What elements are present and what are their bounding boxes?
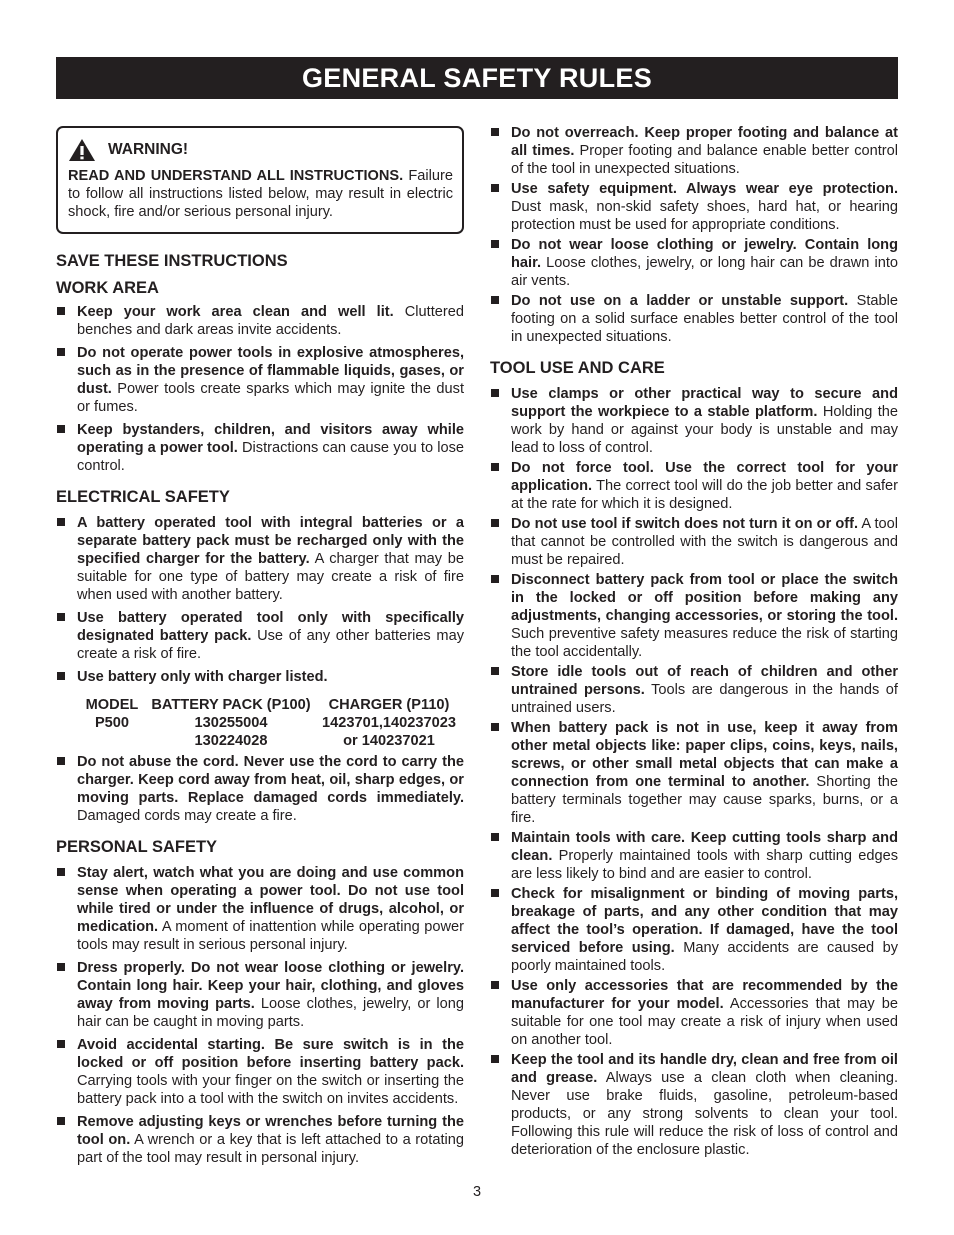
rule-text: Power tools create sparks which may ignite the dust or fumes. <box>77 380 464 415</box>
list-item <box>56 303 464 339</box>
list-item <box>56 344 464 416</box>
rule-bold: Do not wear loose clothing or jewelry. Contain long hair. <box>511 237 898 271</box>
rule-bold: Use only accessories that are recommended by the manufacturer for your model. <box>511 978 898 1012</box>
list-item <box>490 829 898 883</box>
electrical-safety-heading: ELECTRICAL SAFETY <box>56 487 230 506</box>
save-instructions-heading: SAVE THESE INSTRUCTIONS <box>56 251 288 270</box>
list-item <box>490 515 898 569</box>
rule-bold: Do not use tool if switch does not turn it on or off. <box>511 516 859 532</box>
personal-safety-heading: PERSONAL SAFETY <box>56 837 218 856</box>
bullet-icon <box>491 240 499 248</box>
list-item <box>56 668 464 686</box>
bullet-icon <box>491 575 499 583</box>
rule-bold: Do not operate power tools in explosive atmospheres, such as in the presence of flammable liquids, gases, or dust. <box>77 344 464 397</box>
rule-text: Tools are dangerous in the hands of untrained users. <box>511 682 898 716</box>
list-item <box>490 385 898 457</box>
list-item <box>56 753 464 825</box>
bullet-icon <box>491 389 499 397</box>
bullet-icon <box>57 307 65 315</box>
rule-bold: Avoid accidental starting. Be sure switch is in the locked or off position before inserting battery pack. <box>77 1036 464 1071</box>
rule-bold: Disconnect battery pack from tool or place the switch in the locked or off position before making any adjustments, changing accessories, or storing the tool. <box>511 572 898 624</box>
electrical-safety-list <box>56 514 464 686</box>
warning-title: WARNING! <box>108 141 189 158</box>
bullet-icon <box>491 889 499 897</box>
list-item <box>56 421 464 475</box>
bullet-icon <box>491 723 499 731</box>
rule-bold: Use battery operated tool only with specifically designated battery pack. <box>77 609 464 644</box>
bullet-icon <box>491 519 499 527</box>
rule-text: Loose clothes, jewelry, or long hair can be drawn into air vents. <box>511 255 898 289</box>
table-cell: 130224028 <box>194 732 268 749</box>
rule-bold: A battery operated tool with integral batteries or a separate battery pack must be recharged only with the specified charger for the battery. <box>77 514 464 567</box>
bullet-icon <box>57 868 65 876</box>
rule-text: Dust mask, non-skid safety shoes, hard hat, or hearing protection must be used for appropriate conditions. <box>511 199 898 233</box>
list-item <box>490 1051 898 1159</box>
rule-bold: Maintain tools with care. Keep cutting tools sharp and clean. <box>511 830 898 864</box>
rule-bold: Keep bystanders, children, and visitors away while operating a power tool. <box>77 421 464 456</box>
list-item <box>490 719 898 827</box>
warning-triangle-icon <box>68 138 96 162</box>
rule-text: Damaged cords may create a fire. <box>77 807 297 824</box>
list-item <box>490 885 898 975</box>
rule-text: Holding the work by hand or against your body is unstable and may lead to loss of control. <box>511 404 898 456</box>
left-column <box>56 124 464 1169</box>
warning-body: Failure to follow all instructions listed below, may result in electric shock, fire and/or serious personal injury. <box>68 168 453 221</box>
list-item <box>56 864 464 954</box>
rule-bold: Do not force tool. Use the correct tool for your application. <box>511 460 898 494</box>
list-item <box>490 180 898 234</box>
bullet-icon <box>57 672 65 680</box>
battery-charger-table <box>76 696 464 750</box>
rule-text: Stable footing on a solid surface enables better control of the tool in unexpected situations. <box>511 293 899 345</box>
bullet-icon <box>57 757 65 765</box>
page-number: 3 <box>472 1184 482 1200</box>
list-item <box>490 459 898 513</box>
page-title: GENERAL SAFETY RULES <box>301 62 653 93</box>
bullet-icon <box>491 667 499 675</box>
table-header: CHARGER (P110) <box>328 696 450 713</box>
rule-text: Properly maintained tools with sharp cutting edges are less likely to bind and are easier to control. <box>511 848 898 882</box>
rule-bold: Use clamps or other practical way to secure and support the workpiece to a stable platform. <box>511 386 898 420</box>
table-cell: or 140237021 <box>343 732 435 749</box>
rule-text: A charger that may be suitable for one type of battery may create a risk of fire when used with another battery. <box>77 550 464 603</box>
table-cell: 130255004 <box>194 714 268 731</box>
bullet-icon <box>491 981 499 989</box>
bullet-icon <box>491 833 499 841</box>
electrical-safety-list-continued <box>56 753 464 825</box>
rule-bold: Keep the tool and its handle dry, clean and free from oil and grease. <box>511 1052 898 1086</box>
work-area-heading: WORK AREA <box>56 278 159 297</box>
warning-box <box>56 126 464 234</box>
personal-safety-list <box>56 864 464 1167</box>
bullet-icon <box>57 425 65 433</box>
bullet-icon <box>57 613 65 621</box>
bullet-icon <box>57 963 65 971</box>
rule-bold: Dress properly. Do not wear loose clothing or jewelry. Contain long hair. Keep your hair, clothing, and gloves away from moving parts. <box>77 959 464 1012</box>
tool-use-heading: TOOL USE AND CARE <box>490 359 665 377</box>
list-item <box>490 292 898 346</box>
rule-bold: Use safety equipment. Always wear eye protection. <box>511 181 898 197</box>
rule-text: A tool that cannot be controlled with the switch is dangerous and must be repaired. <box>511 516 898 568</box>
list-item <box>56 1036 464 1108</box>
rule-text: Carrying tools with your finger on the switch or inserting the battery pack into a tool with the switch on invites accidents. <box>77 1072 464 1107</box>
rule-text: Loose clothes, jewelry, or long hair can be caught in moving parts. <box>77 995 464 1030</box>
rule-bold: When battery pack is not in use, keep it away from other metal objects like: paper clips, coins, keys, nails, screws, or other small metal objects that can make a connection from one terminal to another. <box>511 720 898 790</box>
table-row <box>76 714 464 732</box>
rule-bold: Do not abuse the cord. Never use the cord to carry the charger. Keep cord away from heat, oil, sharp edges, or moving parts. Replace damaged cords immediately. <box>77 753 464 806</box>
list-item <box>490 236 898 290</box>
rule-text: A wrench or a key that is left attached to a rotating part of the tool may result in personal injury. <box>77 1131 464 1166</box>
right-column <box>490 124 898 1161</box>
bullet-icon <box>57 518 65 526</box>
rule-text: Use of any other batteries may create a risk of fire. <box>77 627 464 662</box>
rule-text: Always use a clean cloth when cleaning. Never use brake fluids, gasoline, petroleum-based products, or any strong solvents to clean your tool. Following this rule will reduce the risk of loss of control and deterioration of the enclosure plastic. <box>511 1070 898 1158</box>
warning-lead: READ AND UNDERSTAND ALL INSTRUCTIONS. <box>68 168 404 184</box>
bullet-icon <box>491 1055 499 1063</box>
rule-bold: Do not overreach. Keep proper footing and balance at all times. <box>511 125 898 159</box>
rule-text: Such preventive safety measures reduce the risk of starting the tool accidentally. <box>511 626 898 660</box>
personal-safety-list-continued <box>490 124 898 346</box>
work-area-list <box>56 303 464 475</box>
list-item <box>490 977 898 1049</box>
warning-text <box>68 167 453 222</box>
rule-text: A moment of inattention while operating power tools may result in serious personal injury. <box>77 918 464 953</box>
rule-text: Accessories that may be suitable for one tool may create a risk of injury when used on another tool. <box>511 996 898 1048</box>
list-item <box>56 609 464 663</box>
table-header-row <box>76 696 464 714</box>
tool-use-list <box>490 385 898 1159</box>
rule-bold: Use battery only with charger listed. <box>77 668 328 685</box>
list-item <box>490 663 898 717</box>
list-item <box>56 959 464 1031</box>
warning-heading <box>68 138 453 162</box>
table-cell: P500 <box>94 714 130 731</box>
bullet-icon <box>491 128 499 136</box>
bullet-icon <box>57 1040 65 1048</box>
bullet-icon <box>491 296 499 304</box>
bullet-icon <box>491 184 499 192</box>
rule-text: Shorting the battery terminals together may cause sparks, burns, or a fire. <box>511 774 898 826</box>
bullet-icon <box>57 348 65 356</box>
list-item <box>56 514 464 604</box>
page-title-bar <box>56 57 898 99</box>
table-row <box>76 732 464 750</box>
rule-text: Cluttered benches and dark areas invite accidents. <box>77 303 464 338</box>
rule-text: Distractions can cause you to lose control. <box>77 439 464 474</box>
list-item <box>490 124 898 178</box>
rule-bold: Do not use on a ladder or unstable support. <box>511 293 849 309</box>
rule-bold: Stay alert, watch what you are doing and use common sense when operating a power tool. Do not use tool while tired or under the influence of drugs, alcohol, or medication. <box>77 864 464 935</box>
bullet-icon <box>491 463 499 471</box>
table-cell: 1423701,140237023 <box>322 714 456 731</box>
rule-bold: Keep your work area clean and well lit. <box>77 303 394 320</box>
rule-text: Proper footing and balance enable better control of the tool in unexpected situations. <box>511 143 898 177</box>
rule-bold: Check for misalignment or binding of moving parts, breakage of parts, and any other condition that may affect the tool’s operation. If damaged, have the tool serviced before using. <box>511 886 898 956</box>
rule-text: Many accidents are caused by poorly maintained tools. <box>511 940 898 974</box>
table-header: MODEL <box>85 696 139 713</box>
rule-bold: Remove adjusting keys or wrenches before turning the tool on. <box>77 1113 464 1148</box>
table-cell <box>76 732 148 750</box>
list-item <box>490 571 898 661</box>
list-item <box>56 1113 464 1167</box>
rule-bold: Store idle tools out of reach of children and other untrained persons. <box>511 664 898 698</box>
bullet-icon <box>57 1117 65 1125</box>
rule-text: The correct tool will do the job better and safer at the rate for which it is designed. <box>511 478 898 512</box>
table-header: BATTERY PACK (P100) <box>151 696 311 713</box>
